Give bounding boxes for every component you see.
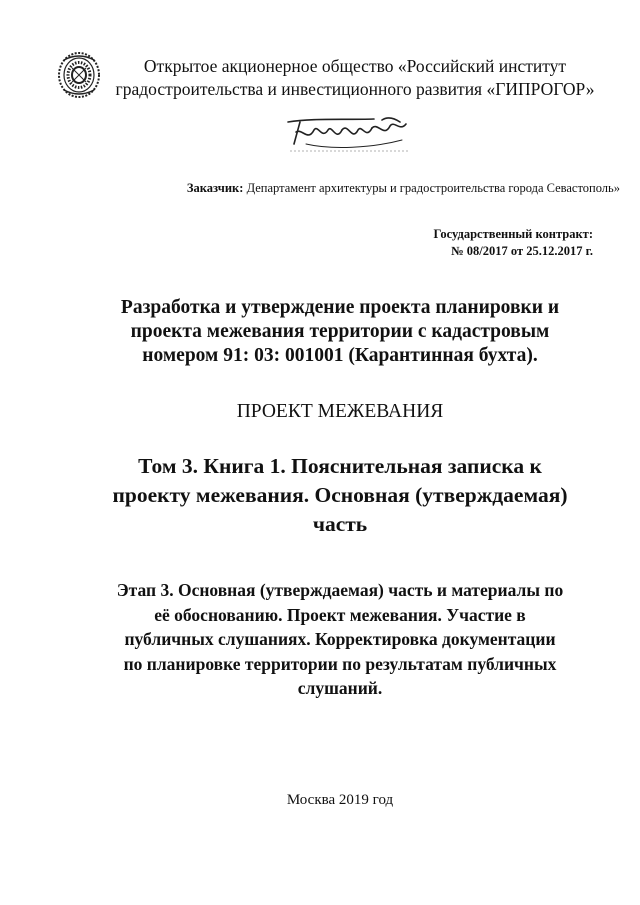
- client-line: [0, 180, 620, 196]
- section-heading: ПРОЕКТ МЕЖЕВАНИЯ: [236, 401, 444, 422]
- client-label: Заказчик:: [186, 181, 244, 195]
- volume-line: проекту межевания. Основная (утверждаемая): [112, 483, 568, 507]
- organization-name-line2: градостроительства и инвестиционного развития «ГИПРОГОР»: [115, 79, 595, 99]
- volume-line: Том 3. Книга 1. Пояснительная записка к: [138, 454, 542, 478]
- stage-line: слушаний.: [297, 678, 383, 698]
- stage-line: публичных слушаниях. Корректировка документации: [124, 629, 556, 649]
- gear-emblem-icon: [56, 50, 102, 100]
- stage-line: Этап 3. Основная (утверждаемая) часть и материалы по: [116, 580, 564, 600]
- stage-line: по планировке территории по результатам публичных: [123, 653, 557, 674]
- title-line: Разработка и утверждение проекта планировки и: [120, 297, 560, 318]
- volume-line: часть: [312, 512, 368, 536]
- volume-title: [60, 452, 620, 539]
- place-and-year: Москва 2019 год: [286, 792, 394, 808]
- title-line: проекта межевания территории с кадастровым: [130, 321, 550, 342]
- title-line: номером 91: 03: 001001 (Карантинная бухта).: [142, 345, 538, 366]
- contract-label: Государственный контракт:: [433, 227, 593, 241]
- stage-description: [60, 578, 620, 701]
- document-title: [60, 296, 620, 368]
- signature-mark: [282, 114, 412, 154]
- organization-name-line1: Открытое акционерное общество «Российский институт: [143, 56, 567, 76]
- stage-line: её обоснованию. Проект межевания. Участие в: [154, 604, 526, 625]
- client-value: Департамент архитектуры и градостроительства города Севастополь»: [243, 181, 620, 195]
- contract-number: № 08/2017 от 25.12.2017 г.: [451, 244, 593, 258]
